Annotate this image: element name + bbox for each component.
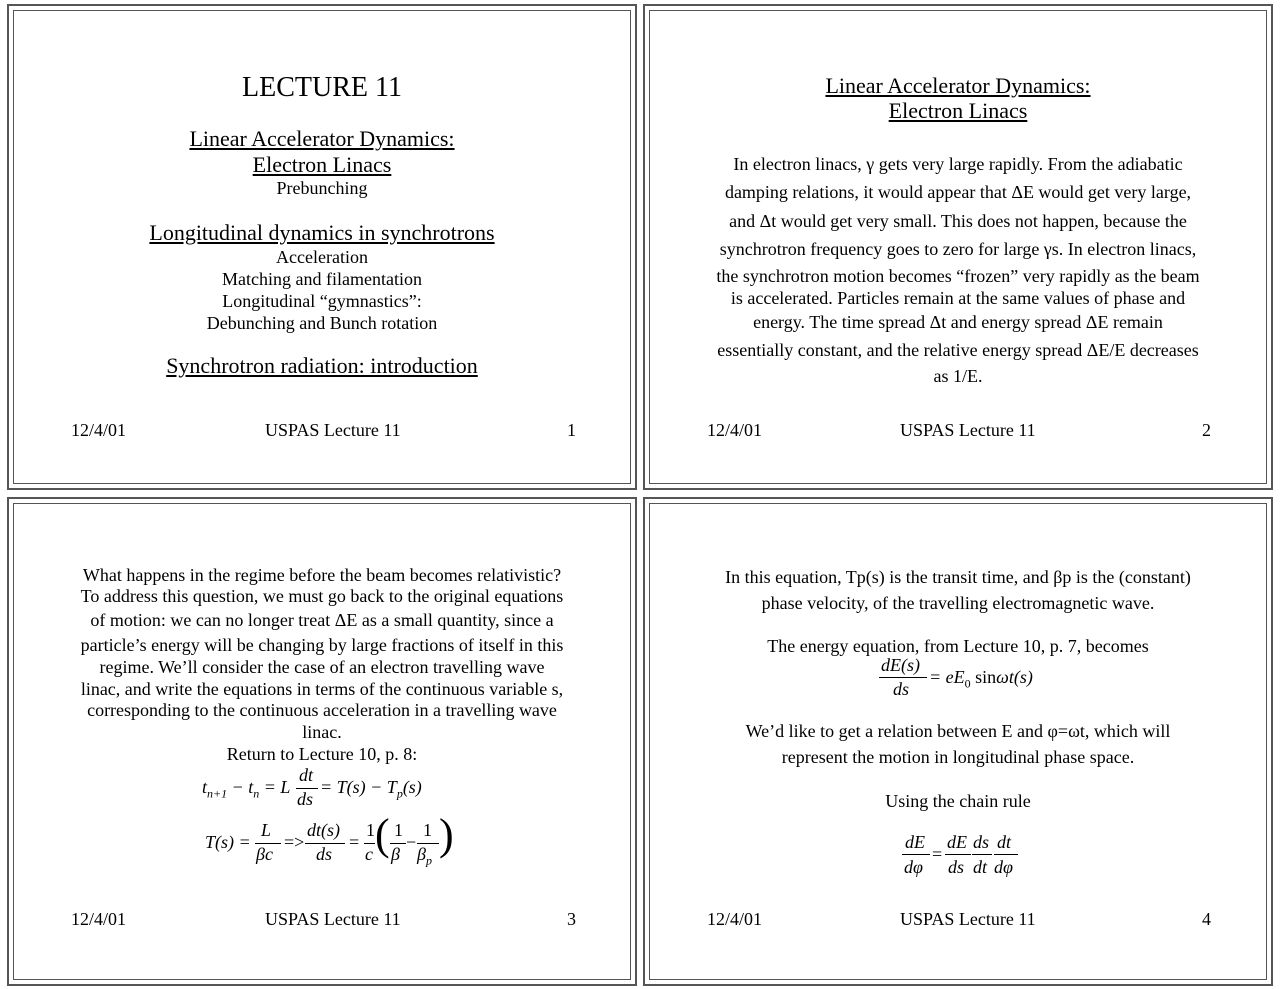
- body-line: of motion: we can no longer treat ΔE as a small quantity, since a: [90, 610, 554, 630]
- body-line: Using the chain rule: [885, 791, 1031, 811]
- body-line: synchrotron frequency goes to zero for large γs. In electron linacs,: [719, 239, 1197, 259]
- footer-course: USPAS Lecture 11: [900, 420, 1036, 440]
- body-line: In electron linacs, γ gets very large rapidly. From the adiabatic: [733, 154, 1183, 174]
- body-line: damping relations, it would appear that ΔE would get very large,: [724, 182, 1192, 202]
- footer-page: 3: [567, 909, 576, 929]
- body-line: The energy equation, from Lecture 10, p. 7, becomes: [767, 636, 1149, 656]
- body-line: and Δt would get very small. This does not happen, because the: [729, 211, 1187, 231]
- footer-date: 12/4/01: [71, 420, 127, 440]
- body-line: regime. We’ll consider the case of an electron travelling wave: [99, 657, 545, 677]
- body-line: What happens in the regime before the beam becomes relativistic?: [82, 565, 562, 585]
- topic-heading: Electron Linacs: [252, 152, 392, 177]
- footer-course: USPAS Lecture 11: [265, 420, 401, 440]
- slide-2: [643, 4, 1273, 490]
- body-line: To address this question, we must go back to the original equations: [80, 586, 564, 606]
- lecture-title: LECTURE 11: [242, 72, 402, 103]
- topic-heading: Longitudinal dynamics in synchrotrons: [149, 220, 495, 245]
- slide-4: In this equation, Tp(s) is the transit time, and βp is the (constant) phase velocity, of the travelling electromagnetic wave. The energy equation, from Lecture 10, p. 7, becomes dE(s) ds = $eE_0$ sinωt(s) We’d like to get a relation between E and φ=ωt, which will represent the motion in longitudinal phase space. Using the chain rule dE dφ = dE ds ds dt dt dφ 12/4/01 USPAS Lecture 11 4: [643, 497, 1273, 986]
- footer-course: USPAS Lecture 11: [900, 909, 1036, 929]
- footer-page: 2: [1202, 420, 1211, 440]
- slide-1: [7, 4, 637, 490]
- footer-course: USPAS Lecture 11: [265, 909, 401, 929]
- footer-page: 1: [567, 420, 576, 440]
- footer-date: 12/4/01: [707, 420, 763, 440]
- topic-item: Matching and filamentation: [222, 269, 422, 289]
- slide-title: Electron Linacs: [888, 98, 1028, 123]
- body-line: We’d like to get a relation between E and φ=ωt, which will: [745, 721, 1171, 741]
- body-line: particle’s energy will be changing by large fractions of itself in this: [80, 635, 564, 655]
- slide-3: What happens in the regime before the beam becomes relativistic? To address this question, we must go back to the original equations of motion: we can no longer treat ΔE as a small quantity, since a particle’s energy will be changing by large fractions of itself in this regime. We’ll consider the case of an electron travelling wave linac, and write the equations in terms of the continuous variable s, corresponding to the continuous acceleration in a travelling wave linac. Return to Lecture 10, p. 8: $t_{n+1} - t_n = L$ dt ds = $T(s) - T_p(s)$ T(s) = L βc => dt(s) ds = 1 c ( 1 β − 1 $\beta_p$ ) 12/4/01 USPAS Lecture 11 3: [7, 497, 637, 986]
- body-line: phase velocity, of the travelling electromagnetic wave.: [761, 593, 1155, 613]
- body-line: essentially constant, and the relative energy spread ΔE/E decreases: [717, 340, 1199, 360]
- slide-title: Linear Accelerator Dynamics:: [825, 73, 1091, 98]
- body-line: linac.: [302, 722, 342, 742]
- body-line: In this equation, Tp(s) is the transit time, and βp is the (constant): [725, 567, 1191, 587]
- topic-heading: Linear Accelerator Dynamics:: [189, 126, 455, 151]
- body-line: is accelerated. Particles remain at the same values of phase and: [730, 288, 1186, 308]
- footer-date: 12/4/01: [71, 909, 127, 929]
- topic-item: Prebunching: [276, 178, 368, 198]
- body-line: the synchrotron motion becomes “frozen” very rapidly as the beam: [716, 266, 1200, 286]
- body-line: represent the motion in longitudinal phase space.: [781, 747, 1135, 767]
- body-line: energy. The time spread Δt and energy spread ΔE remain: [753, 312, 1163, 332]
- topic-item: Longitudinal “gymnastics”:: [222, 291, 422, 311]
- topic-item: Acceleration: [276, 247, 368, 267]
- footer-date: 12/4/01: [707, 909, 763, 929]
- topic-item: Debunching and Bunch rotation: [206, 313, 438, 333]
- body-line: linac, and write the equations in terms of the continuous variable s,: [80, 679, 564, 699]
- topic-heading: Synchrotron radiation: introduction: [166, 353, 478, 378]
- body-line: Return to Lecture 10, p. 8:: [226, 744, 418, 764]
- body-line: as 1/E.: [933, 366, 983, 386]
- body-line: corresponding to the continuous acceleration in a travelling wave: [87, 700, 557, 720]
- footer-page: 4: [1202, 909, 1211, 929]
